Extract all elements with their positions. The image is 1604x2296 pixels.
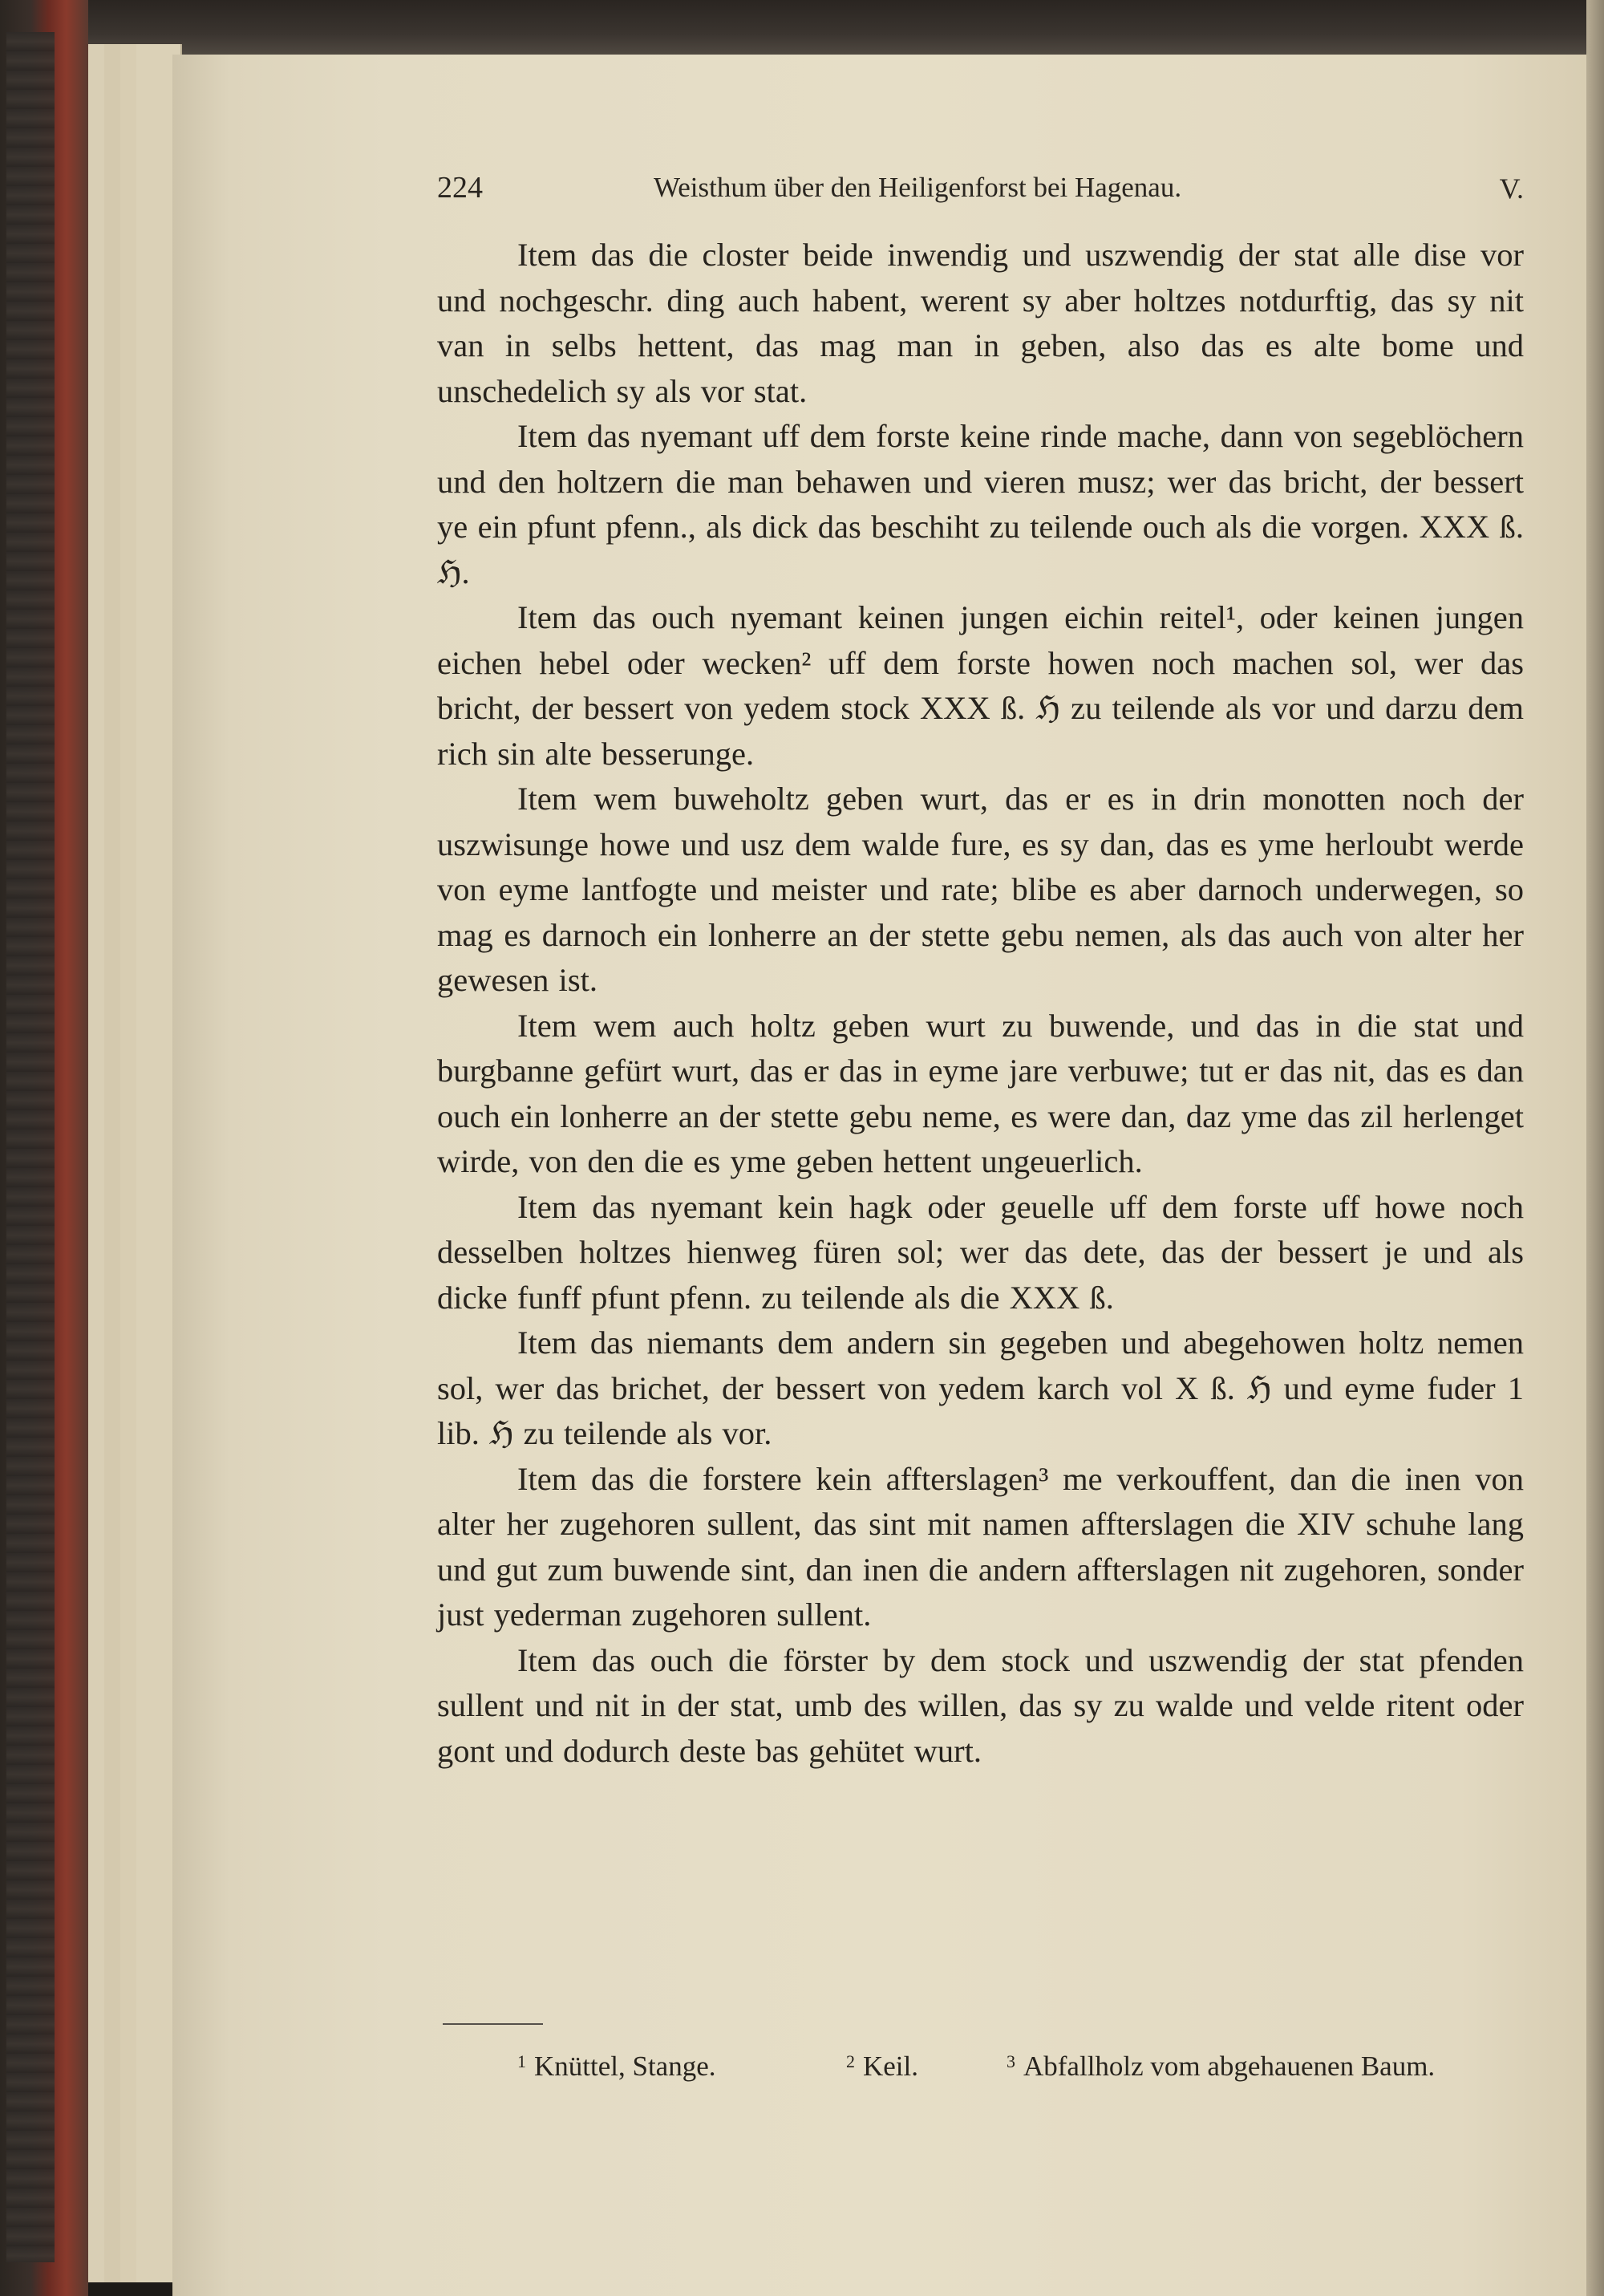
- footnote-marker: 1: [517, 2051, 526, 2071]
- footnote-divider: [443, 2023, 543, 2025]
- footnote: [517, 2051, 716, 2083]
- paragraph: Item das die forstere kein affterslagen³ me verkouffent, dan die inen von alter her zugehoren sullent, das sint mit namen affterslagen die XIV schuhe lang und gut zum buwende sint, dan inen die andern affterslagen nit zugehoren, sonder just yederman zugehoren sullent.: [437, 1460, 1524, 1633]
- paragraph: Item das ouch die förster by dem stock und uszwendig der stat pfenden sullent und nit in der stat, umb des willen, das sy zu walde und velde ritent oder gont und dodurch deste bas gehütet wurt.: [437, 1641, 1524, 1769]
- paragraph: Item wem auch holtz geben wurt zu buwende, und das in die stat und burgbanne gefürt wurt, das er das in eyme jare verbuwe; tut er das nit, das es dan ouch ein lonherre an der stette gebu neme, es were dan, daz yme das zil herlenget wirde, von den die es yme geben hettent ungeuerlich.: [437, 1007, 1524, 1179]
- cover-spine-band: [6, 32, 55, 2262]
- footnote-text: Knüttel, Stange.: [534, 2051, 716, 2082]
- footnote-text: Keil.: [863, 2051, 919, 2082]
- paragraph: Item das ouch nyemant keinen jungen eichin reitel¹, oder keinen jungen eichen hebel oder wecken² uff dem forste howen noch machen sol, wer das bricht, der bessert von yedem stock XXX ß. ℌ zu teilende als vor und darzu dem rich sin alte besserunge.: [437, 599, 1524, 772]
- paragraph: Item das nyemant uff dem forste keine rinde mache, dann von segeblöchern und den holtzern die man behawen und vieren musz; wer das bricht, der bessert ye ein pfunt pfenn., als dick das beschiht zu teilende ouch als die vorgen. XXX ß. ℌ.: [437, 418, 1524, 590]
- footnote: [846, 2051, 918, 2083]
- paragraph: Item das niemants dem andern sin gegeben und abegehowen holtz nemen sol, wer das brichet, der bessert von yedem karch vol X ß. ℌ und eyme fuder 1 lib. ℌ zu teilende als vor.: [437, 1324, 1524, 1451]
- footnote-text: Abfallholz vom abgehauenen Baum.: [1023, 2051, 1436, 2082]
- footnote: [1007, 2051, 1435, 2083]
- paragraph: Item das nyemant kein hagk oder geuelle uff dem forste uff howe noch desselben holtzes hienweg füren sol; wer das dete, das der bessert je und als dicke funff pfunt pfenn. zu teilende als die XXX ß.: [437, 1188, 1524, 1316]
- footnotes: [437, 2051, 1524, 2091]
- book-cover-edge: [0, 0, 88, 2296]
- book-top-edge: [0, 0, 1604, 56]
- running-title: Weisthum über den Heiligenforst bei Hagenau.: [654, 172, 1182, 203]
- page-number: 224: [437, 171, 483, 205]
- footnote-marker: 2: [846, 2051, 855, 2071]
- chapter-number: V.: [1499, 172, 1524, 205]
- footnote-marker: 3: [1007, 2051, 1015, 2071]
- running-header: [437, 170, 1524, 218]
- paragraph: Item das die closter beide inwendig und uszwendig der stat alle dise vor und nochgeschr. ding auch habent, werent sy aber holtzes notdurftig, das sy nit van in selbs hettent, das mag man in geben, also das es alte bome und unschedelich sy als vor stat.: [437, 237, 1524, 409]
- body-text: [437, 233, 1524, 1774]
- page-right-edge: [1586, 0, 1604, 2296]
- paragraph: Item wem buweholtz geben wurt, das er es in drin monotten noch der uszwisunge howe und usz dem walde fure, es sy dan, das es yme herloubt werde von eyme lantfogte und meister und rate; blibe es aber darnoch underwegen, so mag es darnoch ein lonherre an der stette gebu nemen, als das auch von alter her gewesen ist.: [437, 781, 1524, 998]
